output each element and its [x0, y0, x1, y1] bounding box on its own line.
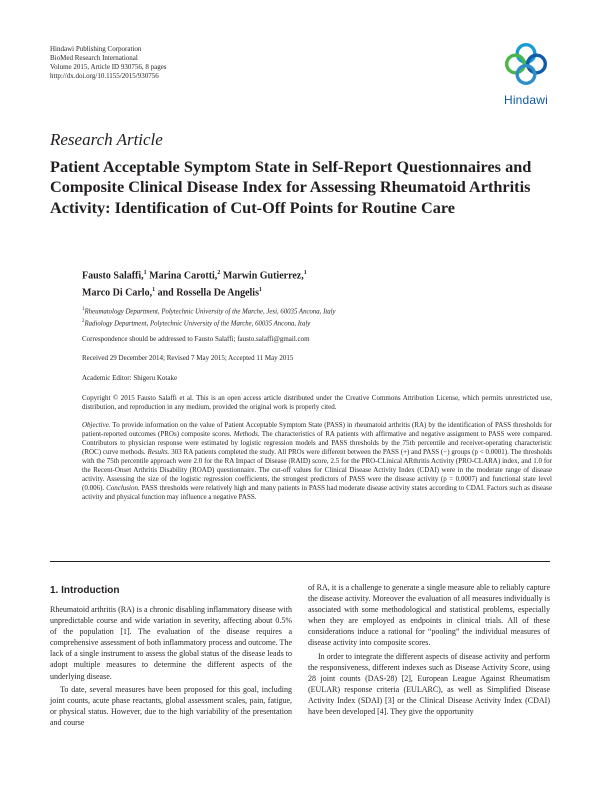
hindawi-logo-word: Hindawi: [503, 93, 549, 107]
journal-name: BioMed Research International: [50, 54, 138, 62]
abstract: [82, 421, 552, 502]
abstract-methods: The characteristics of RA patients with affirmative and negative assignment to PASS were compared. Contributors to physician response were estimated by logistic regression models and PASS thresholds by the 75th percentile and receiver-operating characteristic (ROC) curve methods.: [82, 430, 552, 456]
author-affiliation-mark: 1: [303, 270, 307, 276]
author-name: Fausto Salaffi,: [82, 270, 144, 282]
affiliation-list: [82, 305, 552, 330]
author-affiliation-mark: 2: [217, 270, 221, 276]
abstract-conclusion-label: Conclusion.: [106, 484, 140, 492]
author-list: [82, 266, 552, 301]
article-title: Patient Acceptable Symptom State in Self-Report Questionnaires and Composite Clinical Disease Index for Assessing Rheumatoid Arthritis Activity: Identification of Cut-Off Points for Routine Care: [50, 157, 532, 217]
abstract-objective: To provide information on the value of Patient Acceptable Symptom State (PASS) in rheumatoid arthritis (RA) by the identification of PASS thresholds for patient-reported outcomes (PROs) composite scores.: [82, 421, 552, 438]
affiliation-text: Rheumatology Department, Polytechnic University of the Marche, Jesi, 60035 Ancona, Italy: [84, 308, 336, 316]
abstract-objective-label: Objective.: [82, 421, 111, 429]
author-name: Marwin Gutierrez,: [222, 270, 304, 282]
body-paragraph: To date, several measures have been proposed for this goal, including joint counts, acute phase reactants, global assessment scales, pain, fatigue, or physical status. However, due to the high variability of the presentation and course: [50, 684, 292, 727]
hindawi-rings-icon: [504, 42, 548, 88]
volume-info: Volume 2015, Article ID 930756, 8 pages: [50, 63, 167, 71]
affiliation-mark: 2: [82, 319, 85, 325]
abstract-conclusion: PASS thresholds were relatively high and many patients in PASS had moderate disease activity states according to CDAI. Factors such as disease activity and physical function may influence a negative PASS.: [82, 484, 552, 501]
section-heading: 1. Introduction: [50, 585, 120, 596]
author-affiliation-mark: 1: [258, 287, 262, 294]
hindawi-logo: [496, 42, 556, 106]
article-dates: Received 29 December 2014; Revised 7 May 2015; Accepted 11 May 2015: [82, 354, 294, 362]
body-paragraph: Rheumatoid arthritis (RA) is a chronic disabling inflammatory disease with unpredictable course and wide variation in severity, affecting about 0.5% of the population [1]. The evaluation of the disease requires a comprehensive assessment of both inflammatory process and outcome. The lack of a single instrument to assess the global status of the disease leads to adopt multiple measures to determine the different aspects of the underlying disease.: [50, 605, 292, 681]
affiliation-text: Radiology Department, Polytechnic University of the Marche, 60035 Ancona, Italy: [84, 320, 311, 328]
author-name: Marco Di Carlo,: [82, 287, 153, 299]
abstract-results: 303 RA patients completed the study. All PROs were different between the PASS (+) and PASS (−) groups (p < 0.0001). The thresholds with the 75th percentile approach were 2.0 for the RA Impact of Disease (RAID) score, 2.5 for the PRO-CLinical ARthritis Activity (PRO-CLARA) index, and 1.0 for the Recent-Onset Arthritis Disability (ROAD) questionnaire. The cut-off values for Clinical Disease Activity Index (CDAI) were in the moderate range of disease activity. Assessing the size of the logistic regression coefficients, the strongest predictors of PASS were the disease activity (p = 0.0007) and functional state level (0.006).: [82, 448, 552, 492]
abstract-results-label: Results.: [147, 448, 170, 456]
affiliation: [82, 305, 552, 317]
academic-editor: Academic Editor: Shigeru Kotake: [82, 374, 178, 382]
abstract-methods-label: Methods.: [233, 430, 260, 438]
article-type: Research Article: [50, 130, 163, 149]
author-name: Marina Carotti,: [149, 270, 218, 282]
body-paragraph: of RA, it is a challenge to generate a single measure able to reliably capture the disease activity. Moreover the evaluation of all measures individually is associated with some methodological and statistical problems, especially when they are employed as endpoints in clinical trials. All of these considerations induce a rational for “pooling” the individual measures of disease activity into composite scores.: [308, 583, 550, 648]
copyright-notice: Copyright © 2015 Fausto Salaffi et al. This is an open access article distributed under the Creative Commons Attribution License, which permits unrestricted use, distribution, and reproduction in any medium, provided the original work is properly cited.: [82, 394, 552, 411]
correspondence-note: Correspondence should be addressed to Fausto Salaffi; fausto.salaffi@gmail.com: [82, 335, 310, 343]
body-column-left: [50, 604, 292, 728]
affiliation: [82, 317, 552, 329]
affiliation-mark: 1: [82, 307, 85, 312]
doi-link[interactable]: http://dx.doi.org/10.1155/2015/930756: [50, 72, 159, 80]
journal-header: [50, 45, 167, 81]
body-paragraph: In order to integrate the different aspects of disease activity and perform the responsiveness, different indexes such as Disease Activity Score, using 28 joint counts (DAS-28) [2], European League Against Rheumatism (EULAR) response criteria (EULARC), as well as Simplified Disease Activity Index (SDAI) [3] or the Clinical Disease Activity Index (CDAI) have been developed [4]. They give the opportunity: [308, 651, 550, 717]
body-column-right: [308, 582, 550, 717]
author-affiliation-mark: 1: [152, 287, 156, 294]
publisher-name: Hindawi Publishing Corporation: [50, 45, 142, 53]
section-divider: [50, 561, 550, 562]
author-affiliation-mark: 1: [143, 270, 147, 276]
author-name: and Rossella De Angelis: [157, 287, 259, 299]
